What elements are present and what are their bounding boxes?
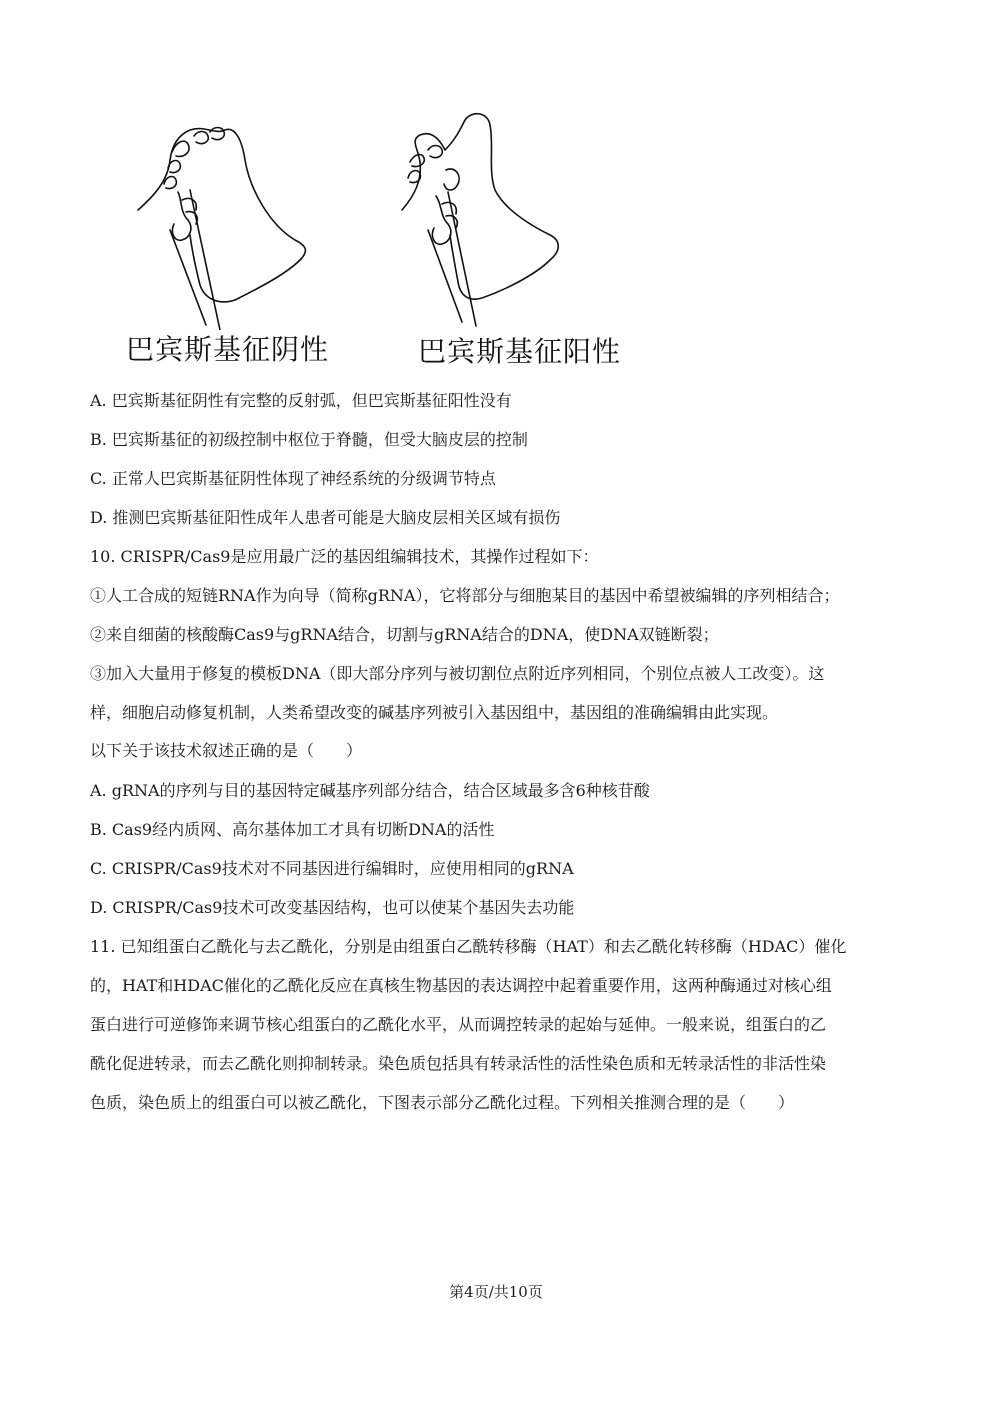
foot-positive-drawing	[402, 114, 558, 326]
q10-option-c: C. CRISPR/Cas9技术对不同基因进行编辑时，应使用相同的gRNA	[90, 859, 574, 878]
q10-step-2: ②来自细菌的核酸酶Cas9与gRNA结合，切割与gRNA结合的DNA，使DNA双链断裂；	[90, 625, 719, 644]
q10-option-b: B. Cas9经内质网、高尔基体加工才具有切断DNA的活性	[90, 820, 495, 839]
q9-option-d: D. 推测巴宾斯基征阳性成年人患者可能是大脑皮层相关区域有损伤	[90, 508, 561, 527]
q9-option-a: A. 巴宾斯基征阴性有完整的反射弧，但巴宾斯基征阳性没有	[90, 391, 512, 410]
q11-line-5: 色质，染色质上的组蛋白可以被乙酰化，下图表示部分乙酰化过程。下列相关推测合理的是（ ）	[90, 1093, 795, 1112]
q11-line-3: 蛋白进行可逆修饰来调节核心组蛋白的乙酰化水平，从而调控转录的起始与延伸。一般来说，组蛋白的乙	[90, 1015, 827, 1034]
q10-step-1: ①人工合成的短链RNA作为向导（简称gRNA），它将部分与细胞某目的基因中希望被编辑的序列相结合；	[90, 586, 840, 605]
babinski-figure	[110, 100, 670, 380]
q11-line-4: 酰化促进转录，而去乙酰化则抑制转录。染色质包括具有转录活性的活性染色质和无转录活性的非活性染	[90, 1054, 827, 1073]
q10-question: 以下关于该技术叙述正确的是（ ）	[90, 741, 363, 760]
figure-label-negative: 巴宾斯基征阴性	[126, 333, 330, 366]
q10-step-3: ③加入大量用于修复的模板DNA（即大部分序列与被切割位点附近序列相同，个别位点被人工改变）。这	[90, 664, 825, 683]
q10-step-3-cont: 样，细胞启动修复机制，人类希望改变的碱基序列被引入基因组中，基因组的准确编辑由此实现。	[90, 703, 779, 722]
page-number: 第4页/共10页	[449, 1283, 543, 1301]
q9-option-b: B. 巴宾斯基征的初级控制中枢位于脊髓，但受大脑皮层的控制	[90, 430, 528, 449]
foot-drawings	[110, 100, 670, 330]
q9-option-c: C. 正常人巴宾斯基征阴性体现了神经系统的分级调节特点	[90, 469, 496, 488]
q10-stem: 10. CRISPR/Cas9是应用最广泛的基因组编辑技术，其操作过程如下：	[90, 547, 599, 566]
q10-option-a: A. gRNA的序列与目的基因特定碱基序列部分结合，结合区域最多含6种核苷酸	[90, 781, 650, 800]
figure-label-positive: 巴宾斯基征阳性	[418, 335, 622, 368]
q11-line-2: 的，HAT和HDAC催化的乙酰化反应在真核生物基因的表达调控中起着重要作用，这两种酶通过对核心组	[90, 976, 832, 995]
foot-negative-drawing	[138, 128, 305, 331]
q10-option-d: D. CRISPR/Cas9技术可改变基因结构，也可以使某个基因失去功能	[90, 898, 575, 917]
q11-line-1: 11. 已知组蛋白乙酰化与去乙酰化，分别是由组蛋白乙酰转移酶（HAT）和去乙酰化转移酶（HDAC）催化	[90, 937, 847, 956]
